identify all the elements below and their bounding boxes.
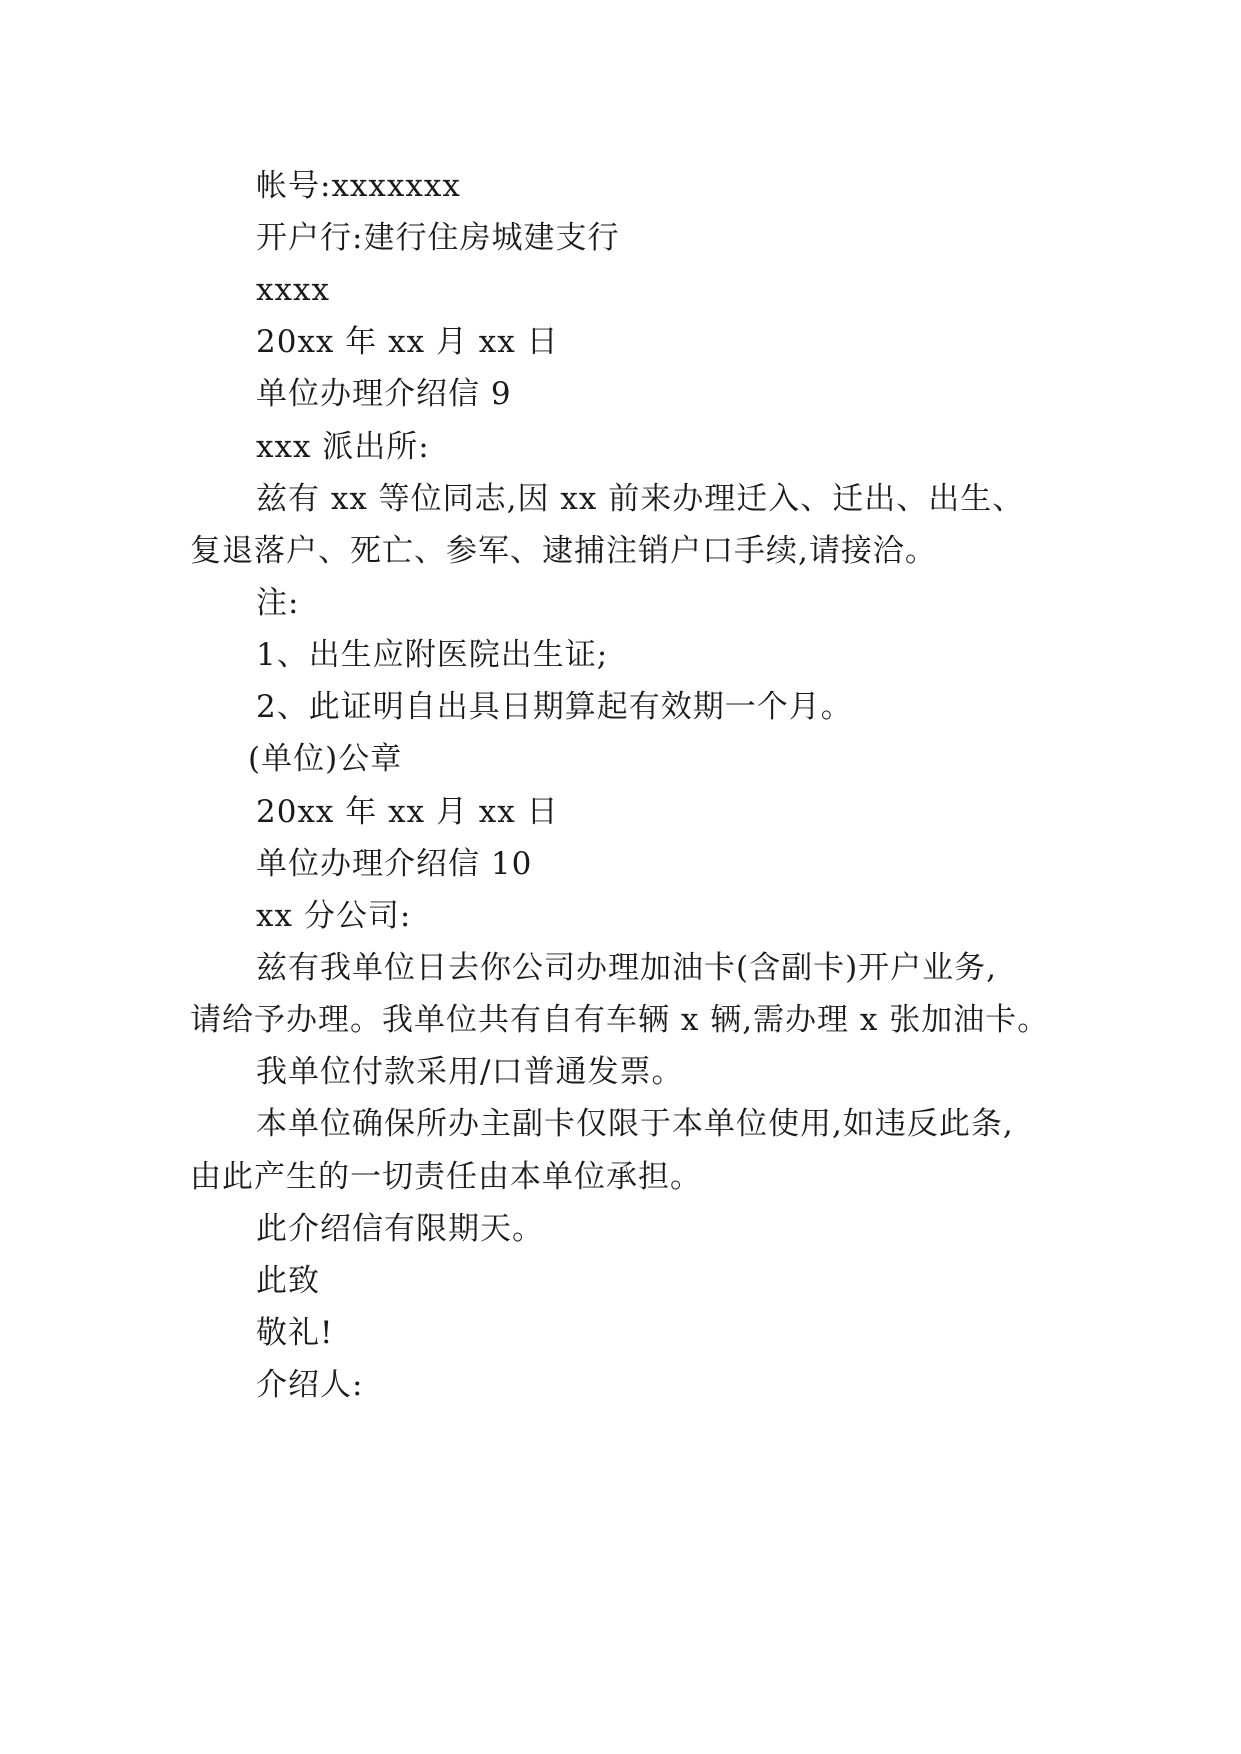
note-item: 1、出生应附医院出生证;	[256, 637, 609, 673]
account-line: 帐号:xxxxxxx	[256, 168, 461, 204]
body-paragraph-line: 兹有我单位日去你公司办理加油卡(含副卡)开户业务,	[256, 950, 998, 986]
letter-heading: 单位办理介绍信 10	[256, 846, 533, 882]
validity-line: 此介绍信有限期天。	[256, 1211, 544, 1247]
note-item: 2、此证明自出具日期算起有效期一个月。	[256, 689, 853, 725]
letter-heading: 单位办理介绍信 9	[256, 376, 512, 412]
body-paragraph-line: 由此产生的一切责任由本单位承担。	[190, 1159, 702, 1195]
seal-line: (单位)公章	[248, 741, 403, 777]
date-line: 20xx 年 xx 月 xx 日	[256, 794, 559, 830]
body-paragraph-line: 本单位确保所办主副卡仅限于本单位使用,如违反此条,	[256, 1106, 1014, 1142]
closing-line: 敬礼!	[256, 1315, 334, 1351]
body-paragraph-line: 请给予办理。我单位共有自有车辆 x 辆,需办理 x 张加油卡。	[190, 1002, 1050, 1038]
signature-line: xxxx	[256, 272, 330, 308]
body-paragraph-line: 复退落户、死亡、参军、逮捕注销户口手续,请接洽。	[190, 533, 937, 569]
addressee-line: xxx 派出所:	[256, 429, 430, 465]
introducer-line: 介绍人:	[256, 1367, 364, 1403]
date-line: 20xx 年 xx 月 xx 日	[256, 324, 559, 360]
body-paragraph-line: 兹有 xx 等位同志,因 xx 前来办理迁入、迁出、出生、	[256, 481, 1025, 517]
body-paragraph-line: 我单位付款采用/口普通发票。	[256, 1054, 684, 1090]
addressee-line: xx 分公司:	[256, 898, 412, 934]
closing-line: 此致	[256, 1263, 320, 1299]
bank-line: 开户行:建行住房城建支行	[256, 220, 620, 256]
note-label: 注:	[256, 585, 300, 621]
